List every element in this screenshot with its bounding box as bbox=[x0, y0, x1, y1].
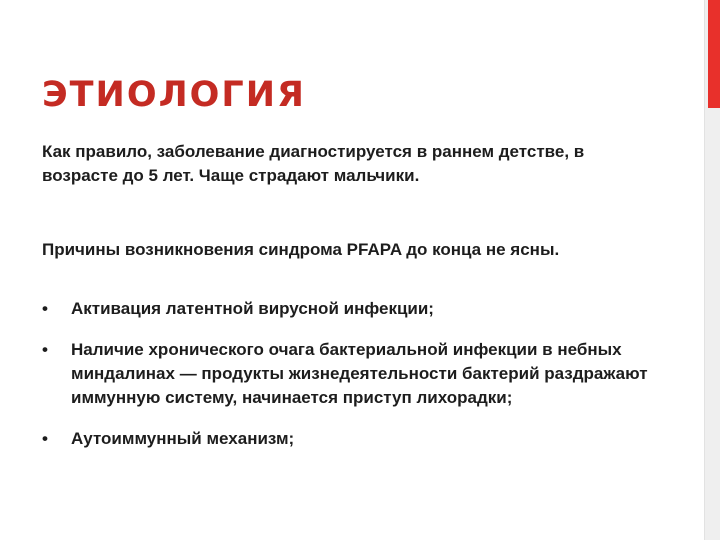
list-item-text: Активация латентной вирусной инфекции; bbox=[71, 299, 434, 318]
bullet-icon: • bbox=[42, 299, 48, 318]
list-item bbox=[42, 338, 662, 410]
causes-list bbox=[42, 297, 662, 451]
list-item bbox=[42, 297, 662, 321]
red-accent-bar bbox=[708, 0, 720, 108]
causes-paragraph: Причины возникновения синдрома PFAPA до конца не ясны. bbox=[42, 240, 560, 259]
bullet-icon: • bbox=[42, 340, 48, 359]
list-item-text: Наличие хронического очага бактериальной инфекции в небных миндалинах — продукты жизнедеятельности бактерий раздражают иммунную систему, начинается приступ лихорадки; bbox=[71, 340, 648, 407]
slide-body bbox=[42, 140, 662, 468]
rail-divider bbox=[704, 0, 705, 540]
bullet-icon: • bbox=[42, 429, 48, 448]
list-item bbox=[42, 427, 662, 451]
intro-paragraph: Как правило, заболевание диагностируется в раннем детстве, в возрасте до 5 лет. Чаще страдают мальчики. bbox=[42, 142, 585, 185]
list-item-text: Аутоиммунный механизм; bbox=[71, 429, 295, 448]
slide-title: ЭТИОЛОГИЯ bbox=[42, 75, 306, 115]
